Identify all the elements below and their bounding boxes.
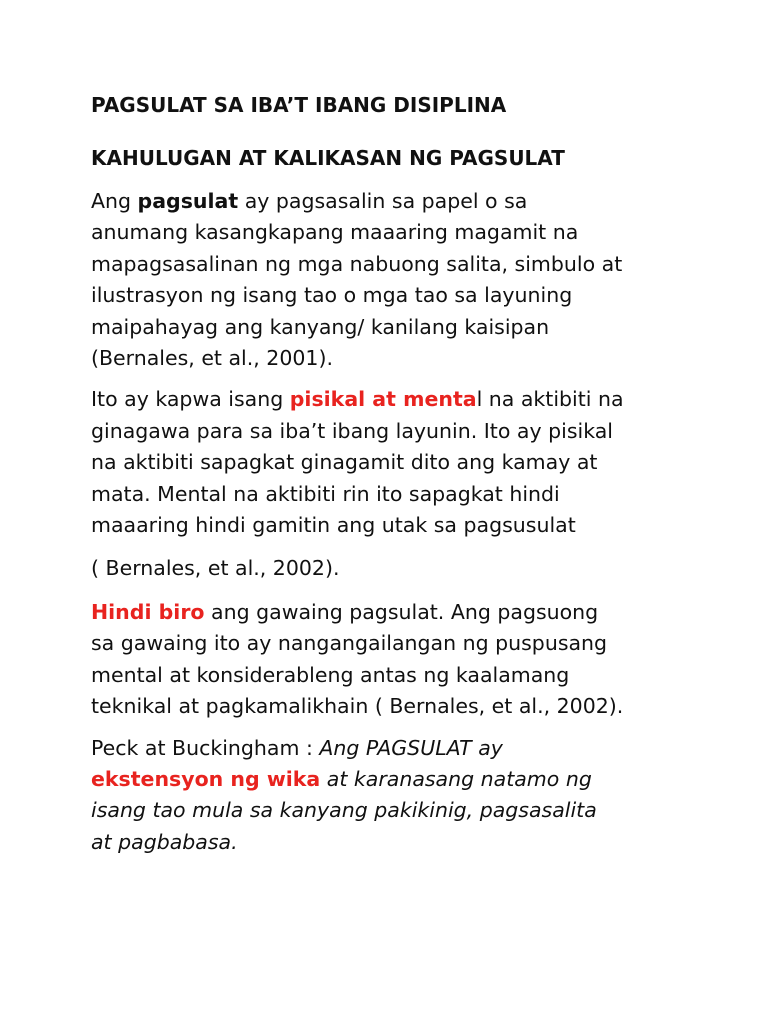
paragraph-line	[91, 764, 691, 795]
paragraph-physical-mental	[91, 384, 691, 541]
paragraph-line	[91, 186, 691, 217]
paragraph-peck-buckingham	[91, 733, 691, 859]
citation-line	[91, 553, 691, 584]
text-run: Ang	[91, 189, 138, 213]
paragraph-line: teknikal at pagkamalikhain ( Bernales, et al., 2002).	[91, 694, 624, 719]
italic-quote: Ang PAGSULAT ay	[319, 735, 503, 760]
paragraph-line: maipahayag ang kanyang/ kanilang kaisipan	[91, 314, 550, 339]
paragraph-line	[91, 384, 691, 415]
document-subtitle: KAHULUGAN AT KALIKASAN NG PAGSULAT	[91, 146, 565, 170]
paragraph-line: na aktibiti sapagkat ginagamit dito ang kamay at	[91, 450, 598, 475]
text-run: Ito ay kapwa isang	[91, 387, 290, 412]
paragraph-line: mata. Mental na aktibiti rin ito sapagkat hindi	[91, 481, 560, 506]
text-run: l na aktibiti na	[476, 387, 624, 412]
text-run: ang gawaing pagsulat. Ang pagsuong	[204, 599, 599, 624]
paragraph-line: (Bernales, et al., 2001).	[91, 346, 333, 371]
paragraph-line: ilustrasyon ng isang tao o mga tao sa layuning	[91, 283, 573, 308]
bold-term-pagsulat: pagsulat	[137, 189, 239, 213]
paragraph-line: anumang kasangkapang maaaring magamit na	[91, 220, 579, 245]
paragraph-line: ( Bernales, et al., 2002).	[91, 556, 340, 581]
paragraph-line: maaaring hindi gamitin ang utak sa pagsusulat	[91, 513, 576, 538]
document-title: PAGSULAT SA IBA’T IBANG DISIPLINA	[91, 93, 507, 117]
paragraph-line: at pagbabasa.	[91, 829, 238, 854]
text-run: Peck at Buckingham :	[91, 735, 320, 760]
paragraph-line	[91, 733, 691, 764]
document-page	[91, 90, 691, 868]
paragraph-line: mental at konsiderableng antas ng kaalamang	[91, 662, 570, 687]
paragraph-hindi-biro	[91, 597, 691, 723]
highlight-ekstensyon: ekstensyon ng wika	[91, 766, 321, 791]
highlight-pisikal-mental: pisikal at menta	[289, 387, 477, 412]
italic-quote: at karanasang natamo ng	[320, 766, 592, 791]
paragraph-line: ginagawa para sa iba’t ibang layunin. Ito ay pisikal	[91, 418, 613, 443]
paragraph-definition	[91, 186, 691, 374]
paragraph-line: isang tao mula sa kanyang pakikinig, pagsasalita	[91, 798, 597, 823]
highlight-hindi-biro: Hindi biro	[91, 599, 205, 624]
paragraph-line	[91, 597, 691, 628]
text-run: ay pagsasalin sa papel o sa	[238, 189, 528, 213]
paragraph-line: sa gawaing ito ay nangangailangan ng puspusang	[91, 631, 608, 656]
paragraph-line: mapagsasalinan ng mga nabuong salita, simbulo at	[91, 251, 623, 276]
